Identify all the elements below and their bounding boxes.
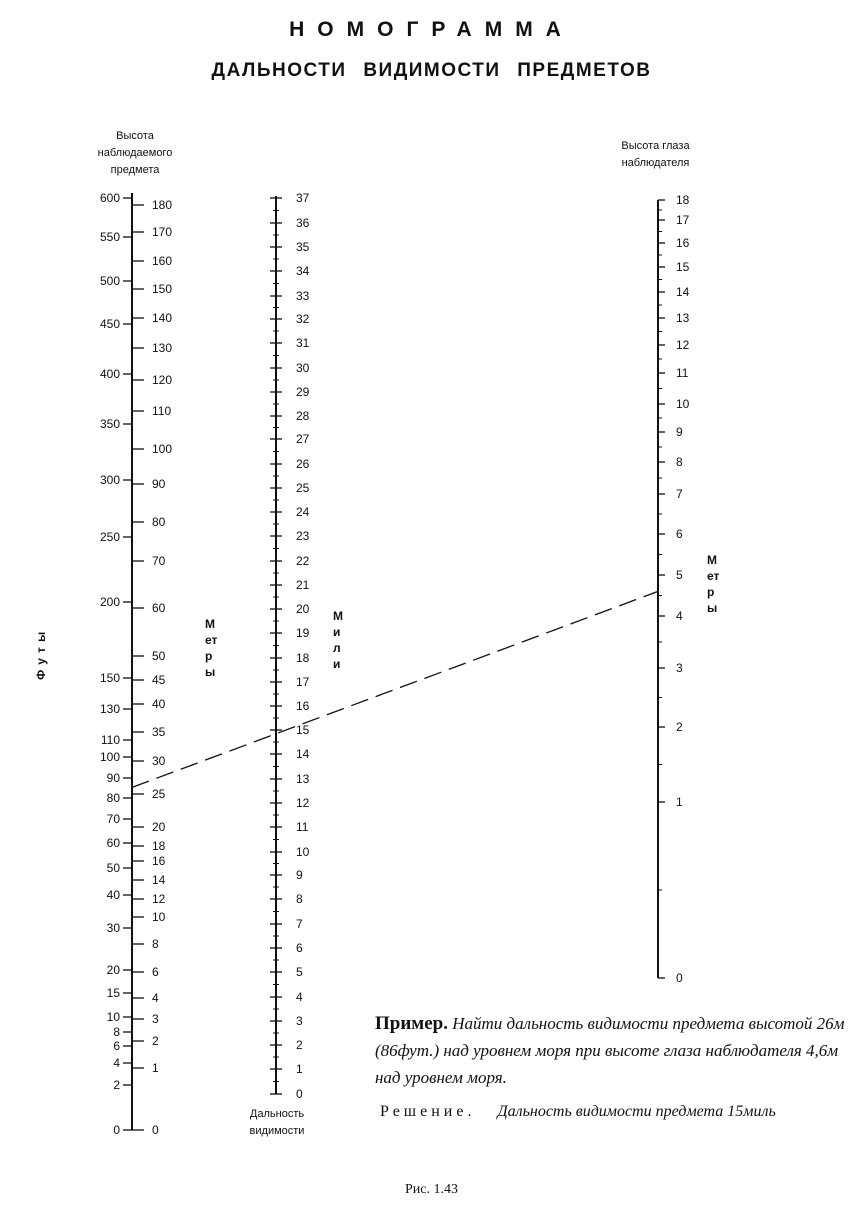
example-text: Найти дальность видимости предмета высотой 26м (86фут.) над уровнем моря при высоте глаза наблюдателя 4,6м над уровнем моря. bbox=[375, 1014, 845, 1087]
observer-height-tick-label: 14 bbox=[676, 285, 690, 299]
observer-height-tick-label: 2 bbox=[676, 720, 683, 734]
object-meters-tick-label: 16 bbox=[152, 854, 166, 868]
miles-tick-label: 32 bbox=[296, 312, 310, 326]
feet-tick-label: 90 bbox=[106, 771, 120, 785]
observer-height-tick-label: 8 bbox=[676, 455, 683, 469]
object-meters-tick-label: 18 bbox=[152, 839, 166, 853]
miles-tick-label: 2 bbox=[296, 1038, 303, 1052]
observer-height-tick-label: 12 bbox=[676, 338, 690, 352]
observer-height-tick-label: 16 bbox=[676, 236, 690, 250]
example-block bbox=[375, 1010, 855, 1091]
miles-tick-label: 8 bbox=[296, 892, 303, 906]
observer-meters-unit-label: Метры bbox=[707, 553, 720, 615]
observer-height-tick-label: 6 bbox=[676, 527, 683, 541]
feet-tick-label: 600 bbox=[99, 191, 120, 205]
feet-tick-label: 70 bbox=[106, 812, 120, 826]
visibility-range-caption: Дальность видимости bbox=[249, 1108, 305, 1137]
object-meters-tick-label: 60 bbox=[152, 601, 166, 615]
observer-height-tick-label: 0 bbox=[676, 971, 683, 985]
solution-block bbox=[380, 1100, 850, 1124]
miles-tick-label: 21 bbox=[296, 578, 310, 592]
feet-tick-label: 110 bbox=[100, 733, 120, 747]
object-meters-tick-label: 180 bbox=[152, 198, 173, 212]
miles-tick-label: 25 bbox=[296, 481, 310, 495]
observer-height-caption: Высота глаза наблюдателя bbox=[621, 140, 690, 169]
miles-tick-label: 1 bbox=[296, 1062, 303, 1076]
feet-tick-label: 8 bbox=[113, 1025, 120, 1039]
feet-tick-label: 10 bbox=[106, 1010, 120, 1024]
miles-tick-label: 18 bbox=[296, 651, 310, 665]
miles-tick-label: 34 bbox=[296, 264, 310, 278]
object-meters-tick-label: 3 bbox=[152, 1012, 159, 1026]
object-meters-tick-label: 50 bbox=[152, 649, 166, 663]
observer-height-tick-label: 7 bbox=[676, 487, 683, 501]
miles-tick-label: 26 bbox=[296, 457, 310, 471]
miles-tick-label: 5 bbox=[296, 965, 303, 979]
miles-unit-label: Мили bbox=[333, 609, 343, 671]
miles-tick-label: 3 bbox=[296, 1014, 303, 1028]
miles-tick-label: 0 bbox=[296, 1087, 303, 1101]
object-meters-tick-label: 100 bbox=[152, 442, 173, 456]
object-meters-tick-label: 40 bbox=[152, 697, 166, 711]
feet-tick-label: 350 bbox=[99, 417, 120, 431]
feet-tick-label: 550 bbox=[99, 230, 120, 244]
feet-tick-label: 300 bbox=[99, 473, 120, 487]
feet-tick-label: 100 bbox=[99, 750, 120, 764]
object-meters-tick-label: 6 bbox=[152, 965, 159, 979]
miles-tick-label: 19 bbox=[296, 626, 310, 640]
object-meters-tick-label: 120 bbox=[152, 373, 173, 387]
observer-height-tick-label: 15 bbox=[676, 260, 690, 274]
object-meters-tick-label: 0 bbox=[152, 1123, 159, 1137]
example-dashed-line bbox=[132, 591, 658, 787]
miles-tick-label: 15 bbox=[296, 723, 310, 737]
observer-height-tick-label: 13 bbox=[676, 311, 690, 325]
miles-tick-label: 4 bbox=[296, 990, 303, 1004]
feet-tick-label: 500 bbox=[99, 274, 120, 288]
miles-tick-label: 22 bbox=[296, 554, 310, 568]
feet-tick-label: 60 bbox=[106, 836, 120, 850]
feet-tick-label: 20 bbox=[106, 963, 120, 977]
miles-tick-label: 30 bbox=[296, 361, 310, 375]
object-meters-tick-label: 25 bbox=[152, 787, 166, 801]
feet-tick-label: 0 bbox=[113, 1123, 120, 1137]
object-meters-tick-label: 8 bbox=[152, 937, 159, 951]
object-meters-tick-label: 45 bbox=[152, 673, 166, 687]
miles-tick-label: 6 bbox=[296, 941, 303, 955]
observer-height-tick-label: 10 bbox=[676, 397, 690, 411]
observer-height-tick-label: 11 bbox=[676, 366, 689, 380]
object-meters-tick-label: 90 bbox=[152, 477, 166, 491]
miles-tick-label: 33 bbox=[296, 289, 310, 303]
object-meters-tick-label: 2 bbox=[152, 1034, 159, 1048]
feet-tick-label: 4 bbox=[113, 1056, 120, 1070]
miles-tick-label: 13 bbox=[296, 772, 310, 786]
miles-tick-label: 28 bbox=[296, 409, 310, 423]
feet-tick-label: 6 bbox=[113, 1039, 120, 1053]
object-meters-tick-label: 70 bbox=[152, 554, 166, 568]
miles-tick-label: 16 bbox=[296, 699, 310, 713]
feet-tick-label: 2 bbox=[113, 1078, 120, 1092]
miles-tick-label: 29 bbox=[296, 385, 310, 399]
object-meters-tick-label: 170 bbox=[152, 225, 173, 239]
object-meters-tick-label: 20 bbox=[152, 820, 166, 834]
feet-tick-label: 30 bbox=[106, 921, 120, 935]
miles-tick-label: 23 bbox=[296, 529, 310, 543]
object-meters-unit-label: Метры bbox=[205, 617, 218, 679]
observer-height-tick-label: 4 bbox=[676, 609, 683, 623]
feet-tick-label: 40 bbox=[106, 888, 120, 902]
miles-tick-label: 27 bbox=[296, 432, 310, 446]
observer-height-tick-label: 9 bbox=[676, 425, 683, 439]
observer-height-tick-label: 18 bbox=[676, 193, 690, 207]
feet-tick-label: 50 bbox=[106, 861, 120, 875]
nomogram-subtitle: ДАЛЬНОСТИ ВИДИМОСТИ ПРЕДМЕТОВ bbox=[211, 60, 652, 81]
solution-label: Решение. bbox=[380, 1103, 476, 1120]
nomogram-title: НОМОГРАММА bbox=[289, 18, 574, 41]
feet-tick-label: 400 bbox=[99, 367, 120, 381]
object-meters-tick-label: 150 bbox=[152, 282, 173, 296]
object-meters-tick-label: 1 bbox=[152, 1061, 159, 1075]
miles-tick-label: 37 bbox=[296, 191, 310, 205]
feet-tick-label: 130 bbox=[99, 702, 120, 716]
miles-tick-label: 31 bbox=[296, 336, 310, 350]
miles-tick-label: 10 bbox=[296, 845, 310, 859]
object-meters-tick-label: 130 bbox=[152, 341, 173, 355]
observer-height-tick-label: 17 bbox=[676, 213, 690, 227]
object-meters-tick-label: 4 bbox=[152, 991, 159, 1005]
figure-caption: Рис. 1.43 bbox=[405, 1182, 458, 1197]
object-meters-tick-label: 14 bbox=[152, 873, 166, 887]
object-meters-tick-label: 10 bbox=[152, 910, 166, 924]
object-meters-tick-label: 35 bbox=[152, 725, 166, 739]
observer-height-tick-label: 5 bbox=[676, 568, 683, 582]
feet-tick-label: 15 bbox=[106, 986, 120, 1000]
miles-tick-label: 7 bbox=[296, 917, 303, 931]
example-label: Пример. bbox=[375, 1013, 448, 1034]
object-meters-tick-label: 140 bbox=[152, 311, 173, 325]
feet-tick-label: 450 bbox=[99, 317, 120, 331]
miles-tick-label: 9 bbox=[296, 868, 303, 882]
object-meters-tick-label: 80 bbox=[152, 515, 166, 529]
solution-text: Дальность видимости предмета 15миль bbox=[497, 1103, 776, 1120]
miles-tick-label: 20 bbox=[296, 602, 310, 616]
feet-tick-label: 150 bbox=[99, 671, 120, 685]
miles-tick-label: 17 bbox=[296, 675, 310, 689]
miles-tick-label: 24 bbox=[296, 505, 310, 519]
object-meters-tick-label: 160 bbox=[152, 254, 173, 268]
miles-tick-label: 14 bbox=[296, 747, 310, 761]
miles-tick-label: 11 bbox=[296, 820, 309, 834]
miles-tick-label: 12 bbox=[296, 796, 310, 810]
feet-tick-label: 200 bbox=[99, 595, 120, 609]
object-meters-tick-label: 30 bbox=[152, 754, 166, 768]
miles-tick-label: 35 bbox=[296, 240, 310, 254]
feet-tick-label: 250 bbox=[99, 530, 120, 544]
object-meters-tick-label: 12 bbox=[152, 892, 166, 906]
observer-height-tick-label: 3 bbox=[676, 661, 683, 675]
observer-height-tick-label: 1 bbox=[676, 795, 683, 809]
feet-tick-label: 80 bbox=[106, 791, 120, 805]
miles-tick-label: 36 bbox=[296, 216, 310, 230]
object-height-caption: Высота наблюдаемого предмета bbox=[97, 130, 173, 176]
feet-unit-label: Футы bbox=[34, 626, 48, 680]
object-meters-tick-label: 110 bbox=[152, 404, 172, 418]
